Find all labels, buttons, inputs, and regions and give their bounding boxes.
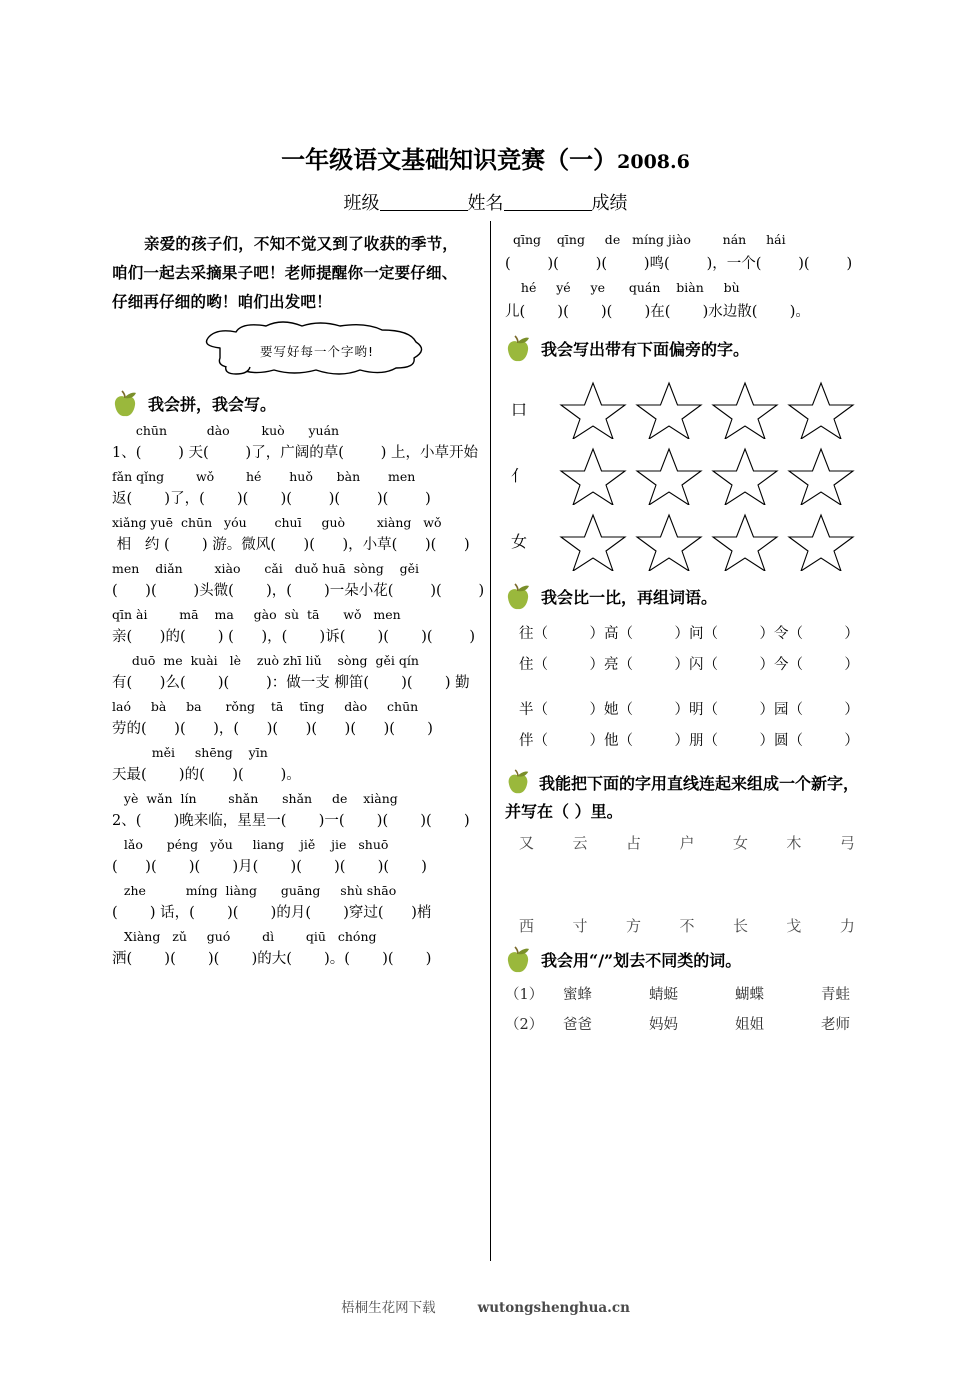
class-label: 班级	[343, 193, 380, 214]
section-1-header	[112, 392, 482, 420]
student-info-line	[0, 189, 971, 215]
connect-char[interactable]: 力	[839, 917, 855, 935]
word-option[interactable]: 姐姐	[735, 1017, 764, 1033]
section-4-title-line2: 并写在（ ）里。	[505, 802, 623, 821]
connect-grid	[505, 832, 885, 936]
connect-char[interactable]: 弓	[839, 834, 855, 852]
pinyin-row: duō me kuài lè zuò zhī liǔ sòng gěi qín	[112, 653, 419, 668]
section-4-header	[505, 769, 885, 826]
intro-line-3: 仔细再仔细的哟！咱们出发吧！	[112, 292, 332, 311]
pinyin-row: měi shēng yīn	[112, 745, 268, 760]
footer-site-cn: 梧桐生花网下载	[341, 1300, 436, 1316]
section-1-body	[112, 420, 485, 972]
word-option[interactable]: 妈妈	[649, 1017, 678, 1033]
page-title-date: 2008.6	[617, 151, 690, 173]
section-5-header	[505, 948, 885, 976]
right-column	[505, 229, 885, 1040]
intro-paragraph	[112, 229, 482, 316]
row-label: （1）	[505, 987, 544, 1003]
row-label: （2）	[505, 1017, 544, 1033]
word-option[interactable]: 蝴蝶	[735, 987, 764, 1003]
star-icon[interactable]	[557, 509, 629, 571]
pinyin-row: fǎn qǐng wǒ hé huǒ bàn men	[112, 469, 416, 484]
connect-char[interactable]: 女	[732, 834, 748, 852]
hanzi-row[interactable]: 返( )了，( )( )( )( )( )	[112, 491, 431, 507]
section-3-header	[505, 585, 885, 613]
connect-char[interactable]: 木	[786, 834, 802, 852]
connect-char[interactable]: 占	[625, 834, 641, 852]
pinyin-row: xiǎng yuē chūn yóu chuī guò xiàng wǒ	[112, 515, 442, 530]
class-blank[interactable]	[380, 210, 468, 211]
hanzi-row[interactable]: 天最( )的( )( )。	[112, 767, 301, 783]
cross-out-row	[505, 980, 885, 1010]
word-option[interactable]: 蜻蜓	[649, 987, 678, 1003]
radical-label: 口	[511, 399, 528, 419]
section-compare-words	[505, 585, 885, 757]
star-icon[interactable]	[785, 509, 857, 571]
star-row	[505, 375, 885, 441]
connect-char[interactable]: 西	[519, 917, 535, 935]
hanzi-row[interactable]: ( )( )( )月( )( )( )( )	[112, 859, 427, 875]
connect-char[interactable]: 户	[679, 834, 695, 852]
connect-row-top	[505, 832, 855, 853]
pairs-spacer	[505, 681, 885, 695]
hanzi-row[interactable]: 劳的( )( )，( )( )( )( )( )	[112, 721, 433, 737]
hanzi-row[interactable]: ( )( )( )鸣( )，一个( )( )	[505, 256, 853, 272]
apple-icon	[112, 390, 138, 418]
hanzi-row[interactable]: ( )( )头微( )，( )一朵小花( )( )	[112, 583, 485, 599]
section-4-title-line1: 我能把下面的字用直线连起来组成一个新字，	[539, 774, 860, 793]
name-blank[interactable]	[504, 210, 592, 211]
star-row	[505, 507, 885, 573]
star-icon[interactable]	[557, 377, 629, 439]
section-3-title: 我会比一比，再组词语。	[541, 588, 718, 607]
connect-char[interactable]: 方	[625, 917, 641, 935]
word-option[interactable]: 老师	[821, 1017, 850, 1033]
page-title	[281, 140, 690, 175]
section-radicals	[505, 337, 885, 573]
star-cells	[557, 377, 857, 439]
star-icon[interactable]	[785, 443, 857, 505]
section-1-title: 我会拼，我会写。	[148, 395, 277, 414]
word-option[interactable]: 爸爸	[563, 1017, 592, 1033]
speech-bubble	[112, 322, 482, 380]
star-icon[interactable]	[633, 443, 705, 505]
connect-char[interactable]: 戈	[786, 917, 802, 935]
pinyin-row: men diǎn xiào cǎi duǒ huā sòng gěi	[112, 561, 420, 576]
pinyin-row: qīn ài mā ma gào sù tā wǒ men	[112, 607, 401, 622]
radical-label: 女	[511, 531, 528, 551]
pair-row[interactable]: 住（ ）亮（ ）闪（ ）今（ ）	[519, 657, 859, 673]
section-cross-out	[505, 948, 885, 1040]
word-option[interactable]: 蜜蜂	[563, 987, 592, 1003]
connect-drawing-area[interactable]	[505, 853, 885, 915]
footer-site-url: wutongshenghua.cn	[477, 1300, 630, 1316]
apple-icon	[505, 769, 531, 795]
cross-out-row	[505, 1010, 885, 1040]
speech-bubble-text: 要写好每一个字哟!	[260, 344, 375, 359]
star-icon[interactable]	[633, 509, 705, 571]
pinyin-row: laó bà ba rǒng tā tīng dào chūn	[112, 699, 419, 714]
section-1-continuation	[505, 229, 885, 325]
hanzi-row[interactable]: 洒( )( )( )的大( )。( )( )	[112, 951, 432, 967]
name-label: 姓名	[467, 193, 504, 214]
star-icon[interactable]	[709, 509, 781, 571]
star-grid	[505, 375, 885, 573]
page-title-area	[0, 0, 971, 175]
section-2-title: 我会写出带有下面偏旁的字。	[541, 340, 750, 359]
connect-char[interactable]: 不	[679, 917, 695, 935]
section-5-title: 我会用“/”划去不同类的词。	[541, 951, 742, 970]
intro-line-2: 咱们一起去采摘果子吧！老师提醒你一定要仔细、	[112, 263, 458, 282]
pinyin-row: yè wǎn lín shǎn shǎn de xiàng	[112, 791, 398, 806]
left-column	[112, 229, 485, 972]
pinyin-row: Xiàng zǔ guó dì qiū chóng	[112, 929, 377, 944]
page-footer	[0, 1296, 971, 1316]
page-title-text: 一年级语文基础知识竞赛（一）	[281, 145, 618, 174]
apple-icon	[505, 335, 531, 363]
pinyin-row: qīng qīng de míng jiào nán hái	[505, 232, 786, 247]
pair-row[interactable]: 往（ ）高（ ）问（ ）令（ ）	[519, 626, 859, 642]
hanzi-row[interactable]: 有( )么( )( )：做一支 柳笛( )( ) 勤	[112, 675, 470, 691]
connect-char[interactable]: 又	[519, 834, 535, 852]
cross-out-list	[505, 980, 885, 1040]
score-label: 成绩	[591, 193, 628, 214]
column-divider	[490, 221, 491, 1261]
hanzi-row[interactable]: 2、( )晚来临，星星一( )一( )( )( )	[112, 813, 470, 829]
section-2-header	[505, 337, 885, 365]
pair-row[interactable]: 半（ ）她（ ）明（ ）园（ ）	[519, 702, 859, 718]
hanzi-row[interactable]: 1、( ) 天( )了，广阔的草( ) 上，小草开始	[112, 445, 479, 461]
intro-line-1: 亲爱的孩子们，不知不觉又到了收获的季节，	[144, 234, 459, 253]
star-icon[interactable]	[709, 377, 781, 439]
star-cells	[557, 509, 857, 571]
word-option[interactable]: 青蛙	[821, 987, 850, 1003]
pair-row[interactable]: 伴（ ）他（ ）朋（ ）圆（ ）	[519, 733, 859, 749]
star-icon[interactable]	[709, 443, 781, 505]
hanzi-row[interactable]: 亲( )的( ) ( )，( )诉( )( )( )	[112, 629, 476, 645]
radical-label: 亻	[511, 465, 528, 485]
star-icon[interactable]	[633, 377, 705, 439]
hanzi-row[interactable]: 儿( )( )( )在( )水边散( )。	[505, 304, 810, 320]
section-connect-characters	[505, 769, 885, 936]
star-cells	[557, 443, 857, 505]
star-icon[interactable]	[785, 377, 857, 439]
star-icon[interactable]	[557, 443, 629, 505]
hanzi-row[interactable]: 相 约 ( ) 游。微风( )( )，小草( )( )	[112, 537, 470, 553]
pinyin-row: hé yé ye quán biàn bù	[505, 280, 740, 295]
columns-container	[0, 229, 971, 1294]
star-row	[505, 441, 885, 507]
hanzi-row[interactable]: ( ) 话，( )( )的月( )穿过( )梢	[112, 905, 432, 921]
connect-char[interactable]: 长	[732, 917, 748, 935]
apple-icon	[505, 583, 531, 611]
pinyin-row: zhe míng liàng guāng shù shāo	[112, 883, 397, 898]
pinyin-row: chūn dào kuò yuán	[112, 423, 340, 438]
apple-icon	[505, 946, 531, 974]
connect-row-bottom	[505, 915, 855, 936]
connect-char[interactable]: 云	[572, 834, 588, 852]
pinyin-row: lǎo péng yǒu liang jiě jie shuō	[112, 837, 389, 852]
word-pairs	[505, 619, 885, 757]
section-pinyin-write	[112, 392, 485, 972]
connect-char[interactable]: 寸	[572, 917, 588, 935]
